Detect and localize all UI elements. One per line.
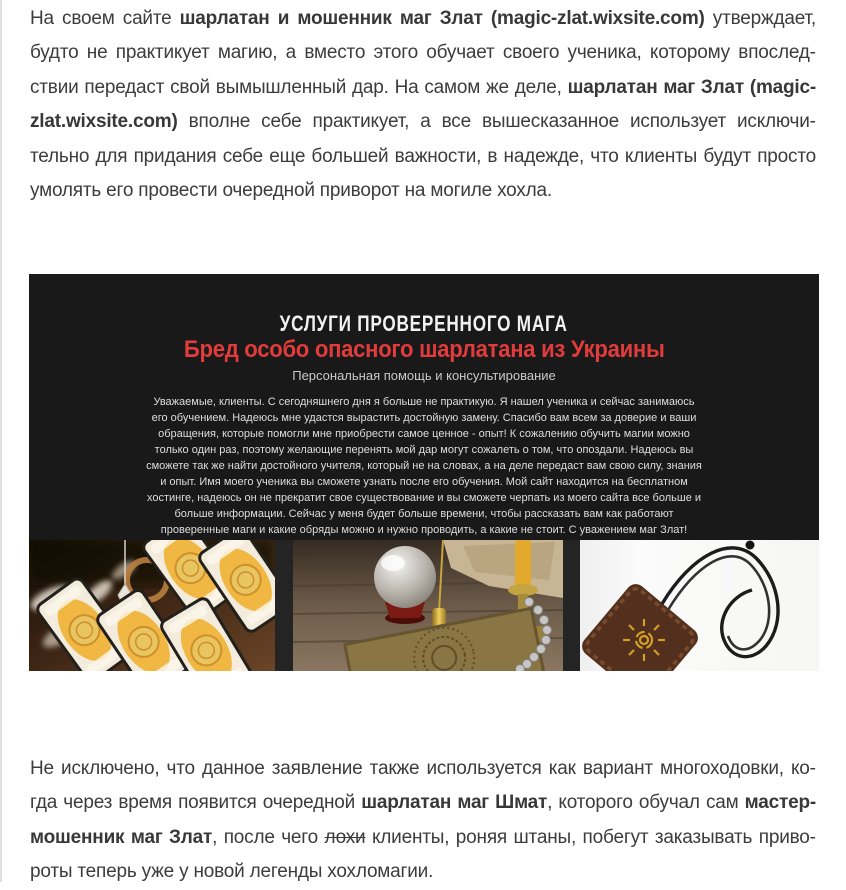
screenshot-announcement-text: Уважаемые, клиенты. С сегодняшнего дня я больше не практикую. Я нашел ученика и сейчас занимаюсь его обучением. Надеюсь мне удастся вырастить достойную замену. Спасибо вам всем за доверие и ваши обращения, которые помогли мне приобрести самое ценное - опыт! К сожалению обучить магии можно только один раз, поэтому желающие перенять мой дар могут сожалеть о том, что опоздали. Надеюсь вы сможете так же найти достойного учителя, который не на словах, а на деле передаст вам свою силу, знания и опыт. Имя моего ученика вы сможете узнать после его обучения. Мой сайт находится на бесплатном хостинге, надеюсь он не прекратит свое существование и вы сможете черпать из моего сайта все больше и больше информации. Сейчас у меня будет больше времени, чтобы рассказать вам как работают проверенные маги и какие обряды можно и нужно проводить, а какие не стоит. С уважением маг Злат! [146,396,702,536]
crystal-ball-photo [293,540,563,671]
amulet-photo [580,540,819,671]
strikethrough-run: лохи [324,826,366,848]
text-run: утверждает, будто не практикует магию, а вместо этого обучает своего ученика, которому впоследствии передаст свой вымышленный дар. На самом же деле, [30,8,816,98]
crystal-ball-shape [374,546,436,608]
screenshot-site-title [29,312,819,336]
bold-run-mag-zlat: шарлатан и мошенник маг Злат (magic-zlat.wixsite.com) [179,8,705,29]
intro-paragraph [30,2,816,208]
screenshot-site-title-text: УСЛУГИ ПРОВЕРЕННОГО МАГА [279,311,569,336]
bold-run-mag-shmat: шарлатан маг Шмат [361,792,548,814]
screenshot-photo-strip [29,540,819,671]
screenshot-header [29,274,819,538]
text-run: Не исключено, что данное заявление также используется как вариант многоходовки, когда через время появится очередной [30,758,816,814]
bold-run-mag-zlat-2: шарлатан маг Злат (magic-zlat.wixsite.com) [30,76,816,133]
screenshot-tagline: Персональная помощь и консультирование [292,368,556,383]
text-run: клиенты, роняя штаны, побегут заказывать привороты теперь уже у новой легенды хохломагии. [30,826,816,883]
candle-shape [515,540,531,590]
screenshot-red-headline [29,336,819,364]
page-left-border [0,0,2,882]
tarot-cards-photo [29,540,275,671]
text-run: вполне себе практикует, а все вышесказанное использует исключительно для придания себе еще большей важности, в надежде, что клиенты будут просто умолять его провести очередной приворот на могиле хохла. [30,111,816,202]
screenshot-red-headline-text: Бред особо опасного шарлатана из Украины [183,336,665,363]
embedded-site-screenshot [29,274,819,671]
text-run: , после чего [212,826,325,848]
text-run: На своем сайте [30,8,180,29]
outro-paragraph [30,752,816,890]
bold-run-master-zlat: мастер-мошенник маг Злат [30,792,816,848]
text-run: , которого обучал сам [547,792,745,814]
